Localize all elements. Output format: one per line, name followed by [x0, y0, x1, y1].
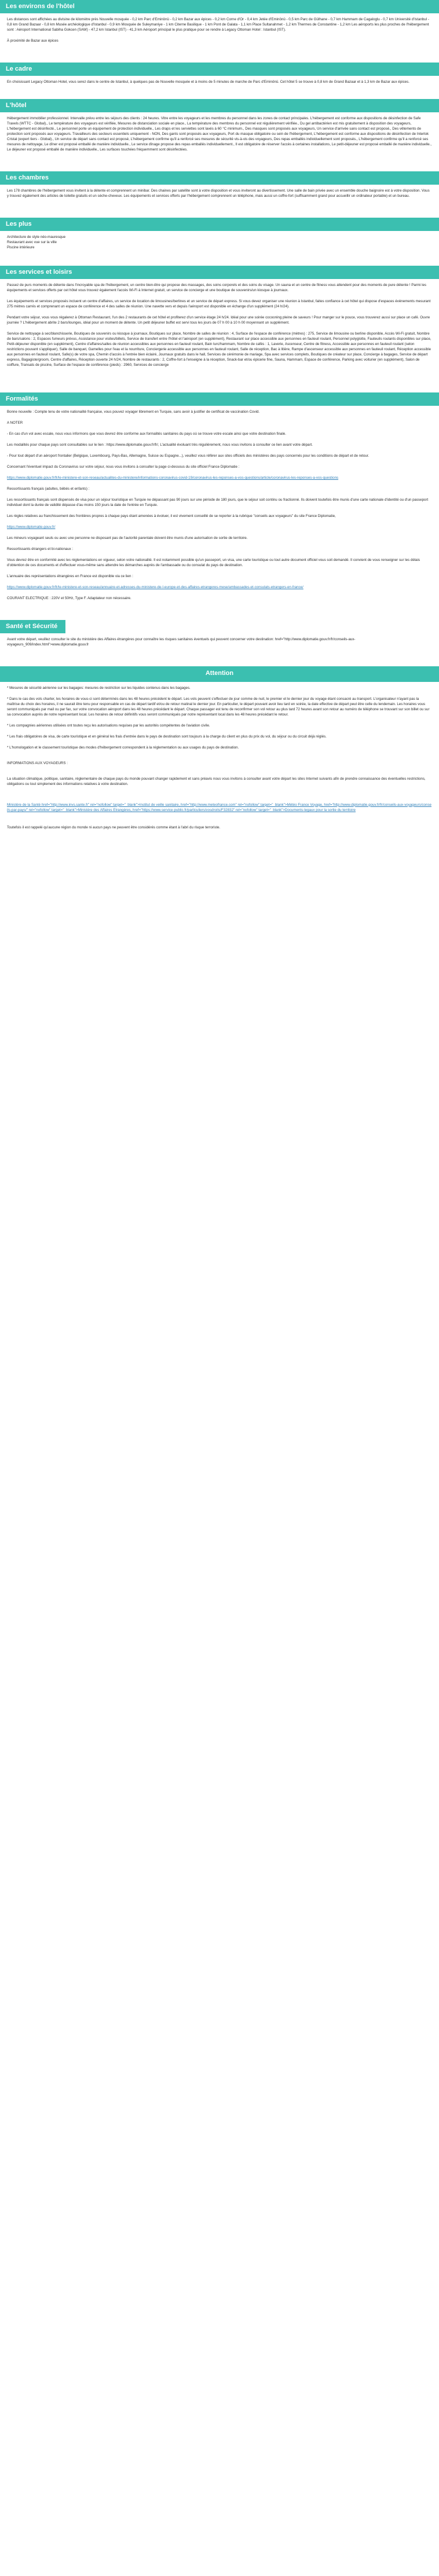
paragraph: Restaurant avec vue sur la ville: [7, 240, 57, 245]
section-body-surroundings: [0, 13, 439, 53]
paragraph: Les distances sont affichées au divisine de kilomètre près Nouvelle mosquée - 0,2 km Parc d'Eminönü - 0,2 km Bazar aux épices - 0,2 km Corne d'Or - 0,4 km Jetée d'Eminönü - 0,5 km Parc de Gülhane - 0,7 km Hammam de Cagaloglu - 0,7 km Université d'Istanbul - 0,8 km Grand Bazaar - 0,8 km Musée archéologique d'Istanbul - 0,9 km Mosquée de Suleymaniye - 1 km Citerne Basilique - 1 km Pont de Galata - 1,1 km Place Sultanahmet - 1,2 km Thermes de Constantine - 1,2 km Les aéroports les plus proches de l'hébergement sont : Aéroport International Sabiha Gokcen (SAW) - 47,2 km Istanbul (IST) - 41,3 km Aéroport principal le plus pratique pour se rendre à Legacy Ottoman Hotel : Istanbul (IST).: [7, 17, 429, 32]
section-heading-health: Santé et Sécurité: [0, 620, 65, 633]
document-page: [0, 0, 439, 845]
section-body-plus: [0, 231, 439, 256]
section-body-health: [0, 633, 439, 657]
section-heading-rooms: Les chambres: [0, 171, 439, 185]
paragraph: Les modalités pour chaque pays sont consultables sur le lien : https://www.diplomatie.gouv.fr/fr/, L'actualité évoluant très régulièrement, nous vous invitons à consulter ce lien avant votre départ.: [7, 443, 313, 447]
paragraph: Les règles relatives au franchissement des frontières propres à chaque pays étant amenées à évoluer, il est vivement conseillé de se reporter à la rubrique "conseils aux voyageurs" du site France Diplomatie,: [7, 514, 336, 519]
official-resources-links[interactable]: Ministère de la Santé href="http://www.invs.sante.fr" rel="nofollow" target="_blank">Institut de veille sanitaire, href="http://www.meteofrance.com" rel="nofollow" target="_blank">Météo France Voyage, href="http://www.diplomatie.gouv.fr/fr/conseils-aux-voyageurs/conseils-par-pays/" rel="nofollow" target="_blank">Ministère des Affaires Etrangères, href="https://www.service-public.fr/particuliers/vosdroits/F32832" rel="nofollow" target="_blank">Documents-legaux pour la sortie du territoire: [7, 802, 431, 813]
paragraph: - En cas d'un vol avec escale, nous vous informons que vous devrez être conforme aux formalités sanitaires du pays où se trouve votre escale ainsi que votre destination finale.: [7, 432, 287, 436]
embassies-directory-link[interactable]: https://www.diplomatie.gouv.fr/fr/le-ministere-et-son-reseau/annuaire-et-adresses-du-ministere-de-l-europe-et-des-affaires-etrangeres-mese/ambassades-et-consulats-etrangers-en-france/: [7, 585, 303, 589]
section-heading-hotel: L'hôtel: [0, 99, 439, 112]
paragraph: À proximité de Bazar aux épices: [7, 39, 58, 43]
paragraph: Piscine intérieure: [7, 245, 35, 250]
section-body-rooms: [0, 185, 439, 208]
section-body-attention: [0, 682, 439, 840]
paragraph: - Pour tout départ d'un aéroport frontalier (Belgique, Luxembourg, Pays-Bas, Allemagne, Suisse ou Espagne...), veuillez vous référer aux sites officiels des ministères des pays concernés pour les conditions de départ et de retour.: [7, 454, 370, 458]
paragraph: Service de nettoyage à sec/blanchisserie, Boutiques de souvenirs ou kiosque à journaux, Boutiques sur place, Nombre de salles de réunion : 4, Surface de l'espace de conférence (mètres) : 275, Service de limousine ou berline disponible, Accès Wi-Fi gratuit, Nombre de bars/salons : 2, Espaces fumeurs prévus, Assistance pour visites/billets, Service de transfert entre l'hôtel et l'aéroport (en supplément), Restaurant sur place accessible aux personnes en fauteuil roulant, Personnel polyglotte, Fauteuils roulants disponibles sur place, Petit-déjeuner disponible (en supplément), Centre d'affaires/salles de réunion accessibles aux personnes en fauteuil roulant, Bain turc/hammam, Nombre de cafés : 1, Laverie, Ascenseur, Centre de fitness, Accessible aux personnes en fauteuil roulant (selon restrictions pouvant s'appliquer), Salle de banquet, Gamelles pour l'eau et la nourriture, Conciergerie accessible aux personnes en fauteuil roulant, Salle de réception, Bac à litière, Rampe d'ascenseur accessible aux personnes en fauteuil roulant, Réception accessible aux personnes en fauteuil roulant, Safe(s) de votre spa, Chemin d'accès à l'entrée bien éclairé, Journaux gratuits dans le hall, Services de cérémonie de mariage, Spa avec services complets, Boutiques de créateur sur place, Concierge à bagages, Service de départ express, Bagagiste/groom, Centre d'affaires, Réception ouverte 24 h/24, Nombre de restaurants : 2, Coffre-fort à l'enseigne à la réception, Snack-bar et/ou épicerie fine, Sauna, Hammam, Espace de conférence, Parking avec voiturier (en supplément), Salon de coiffure, Transats de piscine, Surface de l'espace de conférence (pieds) : 2960, Services de concierge: [7, 332, 431, 368]
paragraph: En choisissant Legacy Ottoman Hotel, vous serez dans le centre de Istanbul, à quelques pas de Nouvelle mosquée et à moins de 5 minutes de marche de Parc d'Eminönü. Cet hôtel 5 se trouve à 0,8 km de Grand Bazaar et à 1,3 km de Bazar aux épices.: [7, 80, 409, 85]
paragraph: * Dans le cas des vols charter, les horaires de vous-ci sont déterminés dans les 48 heures précédent le départ. Les vols peuvent s'effectuer de jour comme de nuit, le premier et le dernier jour du voyage étant consacré au transport. L'organisateur n'ayant pas la maîtrise du choix des horaires, il ne saurait être tenu pour responsable en cas de départ tardif et/ou de retour matinal le dernier jour. En particulier, le départ pouvant avoir lieu tard en soirée, la date effective de départ peut être celle du lendemain. Les horaires vous seront communiqués par mail ou par fax, sur votre convocation aéroport dans les 48 heures précédant le départ. Chaque passager est tenu de reconfirmer son vol retour au plus tard 72 heures avant son retour au numéro de téléphone se trouvant sur son billet ou sur sa convocation auprès de notre représentant local. Les horaires de retour définitifs vous seront communiqués par notre représentant local dans les 48 heures précédant le retour.: [7, 696, 430, 717]
paragraph-baggage-rules[interactable]: * Mesures de sécurité aérienne sur les bagages: mesures de restriction sur les liquides contenus dans les bagages.: [7, 685, 191, 690]
paragraph: Vous devrez être en conformité avec les réglementations en vigueur, selon votre nationalité. Il est notamment possible qu'un passeport, un visa, une carte touristique ou tout autre document officiel vous soit demandé. Il convient de vous renseigner sur les délais d'obtention de ces documents et d'effectuer vous-même sans attendre les démarches auprès de l'ambassade ou du consulat du pays de destination.: [7, 557, 420, 567]
paragraph: Ressortissants étrangers et bi-nationaux :: [7, 546, 74, 551]
paragraph: Les équipements et services proposés incluent un centre d'affaires, un service de location de limousines/berlines et un service de départ express. Si vous devez organiser une réunion à Istanbul, faites confiance à cet hôtel qui dispose d'espaces événements mesurant 275 mètres carrés et comprenant un espace de conférence et 4 des salles de réunion. Une navette vers et depuis l'aéroport est disponible en échange d'un supplément (24 h/24).: [7, 299, 431, 309]
section-body-setting: [0, 76, 439, 94]
paragraph: Architecture de style néo-mauresque: [7, 235, 66, 240]
section-body-formalities: [0, 406, 439, 611]
coronavirus-info-link[interactable]: https://www.diplomatie.gouv.fr/fr/le-ministere-et-son-reseau/actualites-du-ministere/informations-coronavirus-covid-19/coronavirus-les-reponses-a-vos-questions/article/coronavirus-les-reponses-a-vos-questions: [7, 476, 339, 480]
paragraph: Avant votre départ, veuillez consulter le site du ministère des Affaires étrangères pour connaître les risques sanitaires éventuels qui peuvent concerner votre destination: href="http://www.diplomatie.gouv.fr/fr/conseils-aux-voyageurs_909/index.html">www.diplomatie.gouv.fr: [7, 637, 356, 647]
paragraph: * L'homologation et le classement touristique des modes d'hébergement correspondent à la réglementation ou aux usages du pays de destination.: [7, 745, 239, 750]
paragraph: COURANT ELECTRIQUE : 220V et 50Hz, Type F. Adaptateur non nécessaire.: [7, 596, 131, 600]
section-body-services: [0, 279, 439, 377]
section-heading-plus: Les plus: [0, 218, 439, 231]
paragraph: Les 178 chambres de l'hébergement vous invitent à la détente et comprennent un minibar. Des chaines par satellite sont à votre disposition et vous inviteront au divertissement. Une salle de bain privée avec un ensemble douche baignoire est à votre disposition. Vous y trouvez également des articles de toilette gratuits et un sèche-cheveux. Les équipements et services offerts par l'hébergement comprennent un téléphone, mais aussi un coffre-fort (suffisamment grand pour accueillir un ordinateur portable) et un bureau.: [7, 189, 430, 199]
paragraph: Hébergement immobilier professionnel. Intervalle prévu entre les séjours des clients : 24 heures. Vitre entre les voyageurs et les membres du personnel dans les zones de contact principales. L'hébergement est conforme aux dispositions de désinfection de Safe Travels (WTTC - Global)., Le température des voyageurs est vérifiée, Mesures de distanciation sociale en place., La température des membres du personnel est régulièrement vérifiée., Du gel antibactérien est mis gratuitement à disposition des voyageurs, L'hébergement est désinfecté., Le personnel porte un équipement de protection individuelle., Les draps et les serviettes sont lavés à 60 °C minimum., Des masques sont proposés aux voyageurs, Un service d'arrivée sans contact est proposé., Des vêtements de protection sont proposés aux voyageurs. Travailleurs des secteurs essentiels uniquement - NON, Des gants sont proposés aux voyageurs, Port du masque obligatoire ou sein de l'hébergement, L'hébergement est conforme aux dispositions de désinfection de Interlok Cristal (expert tiers - Global)., Un service de départ sans contact est proposé, L'hébergement confirme qu'il a renforcé ses mesures de sécurité vis-à-vis des voyageurs, Des repas emballés individuellement sont proposés., L'hébergement confirme qu'il a renforcé ses mesures de nettoyage, Le dîner est proposé emballé de manière individuelle., Le service dînage propose des repas emballés individuellement., Il est obligatoire de réserver l'accès à certaines installations, Le petit-déjeuner est proposé emballé de manière individuelle., Le déjeuner est proposé emballé de manière individuelle., Les surfaces touchées fréquemment sont désinfectées.: [7, 116, 432, 152]
france-diplomatie-link[interactable]: https://www.diplomatie.gouv.fr/: [7, 525, 56, 530]
paragraph: Les mineurs voyageant seuls ou avec une personne ne disposant pas de l'autorité parentale doivent être munis d'une autorisation de sortie de territoire.: [7, 536, 248, 540]
paragraph: * Les compagnies aériennes utilisées ont toutes reçu les autorisations requises par les autorités compétentes de l'aviation civile.: [7, 723, 210, 728]
paragraph: * Les frais obligatoires de visa, de carte touristique et en général les frais d'entrée dans le pays de destination sont toujours à la charge du client en plus du prix du vol, du séjour ou du circuit déjà réglés.: [7, 734, 327, 739]
paragraph: Passez de purs moments de détente dans l'incroyable spa de l'hébergement, un centre bien-être qui propose des massages, des soins corporels et des soins du visage. Un sauna et un centre de fitness vous attendent pour des moments de pure détente ! Parmi les équipements et services offerts par cet hôtel vous trouvez également l'accès Wi-Fi à Internet gratuit, un service de concierge et une boutique de souvenirs/un kiosque à journaux.: [7, 283, 426, 293]
paragraph: La situation climatique, politique, sanitaire, réglementaire de chaque pays du monde pouvant changer rapidement et sans préavis nous vous invitons à consulter avant votre départ les sites Internet suivants afin de prendre connaissance des éventuelles restrictions, obligations ou tout simplement des informations relatives à votre destination.: [7, 776, 426, 786]
section-heading-attention: Attention: [0, 666, 439, 682]
paragraph-traveler-info-title: INFORMATIONS AUX VOYAGEURS :: [7, 761, 68, 765]
paragraph: Les ressortissants français sont dispensés de visa pour un séjour touristique en Turquie ne dépassant pas 90 jours sur une période de 180 jours, que le séjour soit continu ou fractionné. Ils doivent toutefois être munis d'une carte nationale d'identité ou d'un passeport individuel dont la durée de validité dépasse d'au moins 150 jours la date de l'entrée en Turquie.: [7, 498, 429, 508]
paragraph: L'annuaire des représentations étrangères en France est disponible via ce lien :: [7, 574, 133, 578]
section-heading-surroundings: Les environs de l'hôtel: [0, 0, 439, 13]
paragraph: Ressortissants français (adultes, bébés et enfants) :: [7, 487, 90, 491]
paragraph: Bonne nouvelle : Compte tenu de votre nationalité française, vous pouvez voyager librement en Turquie, sans avoir à justifier de certificat de vaccination Covid.: [7, 410, 260, 414]
paragraph-terrorism-notice: Toutefois il est rappelé qu'aucune région du monde ni aucun pays ne peuvent être considérés comme étant à l'abri du risque terroriste.: [7, 825, 221, 830]
section-heading-services: Les services et loisirs: [0, 266, 439, 279]
paragraph: A NOTER: [7, 421, 23, 425]
section-body-hotel: [0, 112, 439, 162]
paragraph: Concernant l'éventuel impact du Coronavirus sur votre séjour, nous vous invitons à consulter la page ci-dessous du site officiel France Diplomatie :: [7, 465, 240, 469]
paragraph: Pendant votre séjour, vous vous régalerez à Ottoman Restaurant, l'un des 2 restaurants de cet hôtel et profiterez d'un service étage 24 h/24. Idéal pour une soirée cocooning pleine de saveurs ! Pour manger sur le pouce, vous trouverez aussi sur place un café. Ouvre journée ? L'hébergement abrite 2 bars/lounges, idéal pour un moment de détente. Un petit déjeuner buffet est servi tous les jours de 07 h 00 à 10 h 00 moyennant un supplément.: [7, 315, 430, 325]
section-heading-setting: Le cadre: [0, 63, 439, 76]
section-heading-formalities: Formalités: [0, 392, 439, 406]
